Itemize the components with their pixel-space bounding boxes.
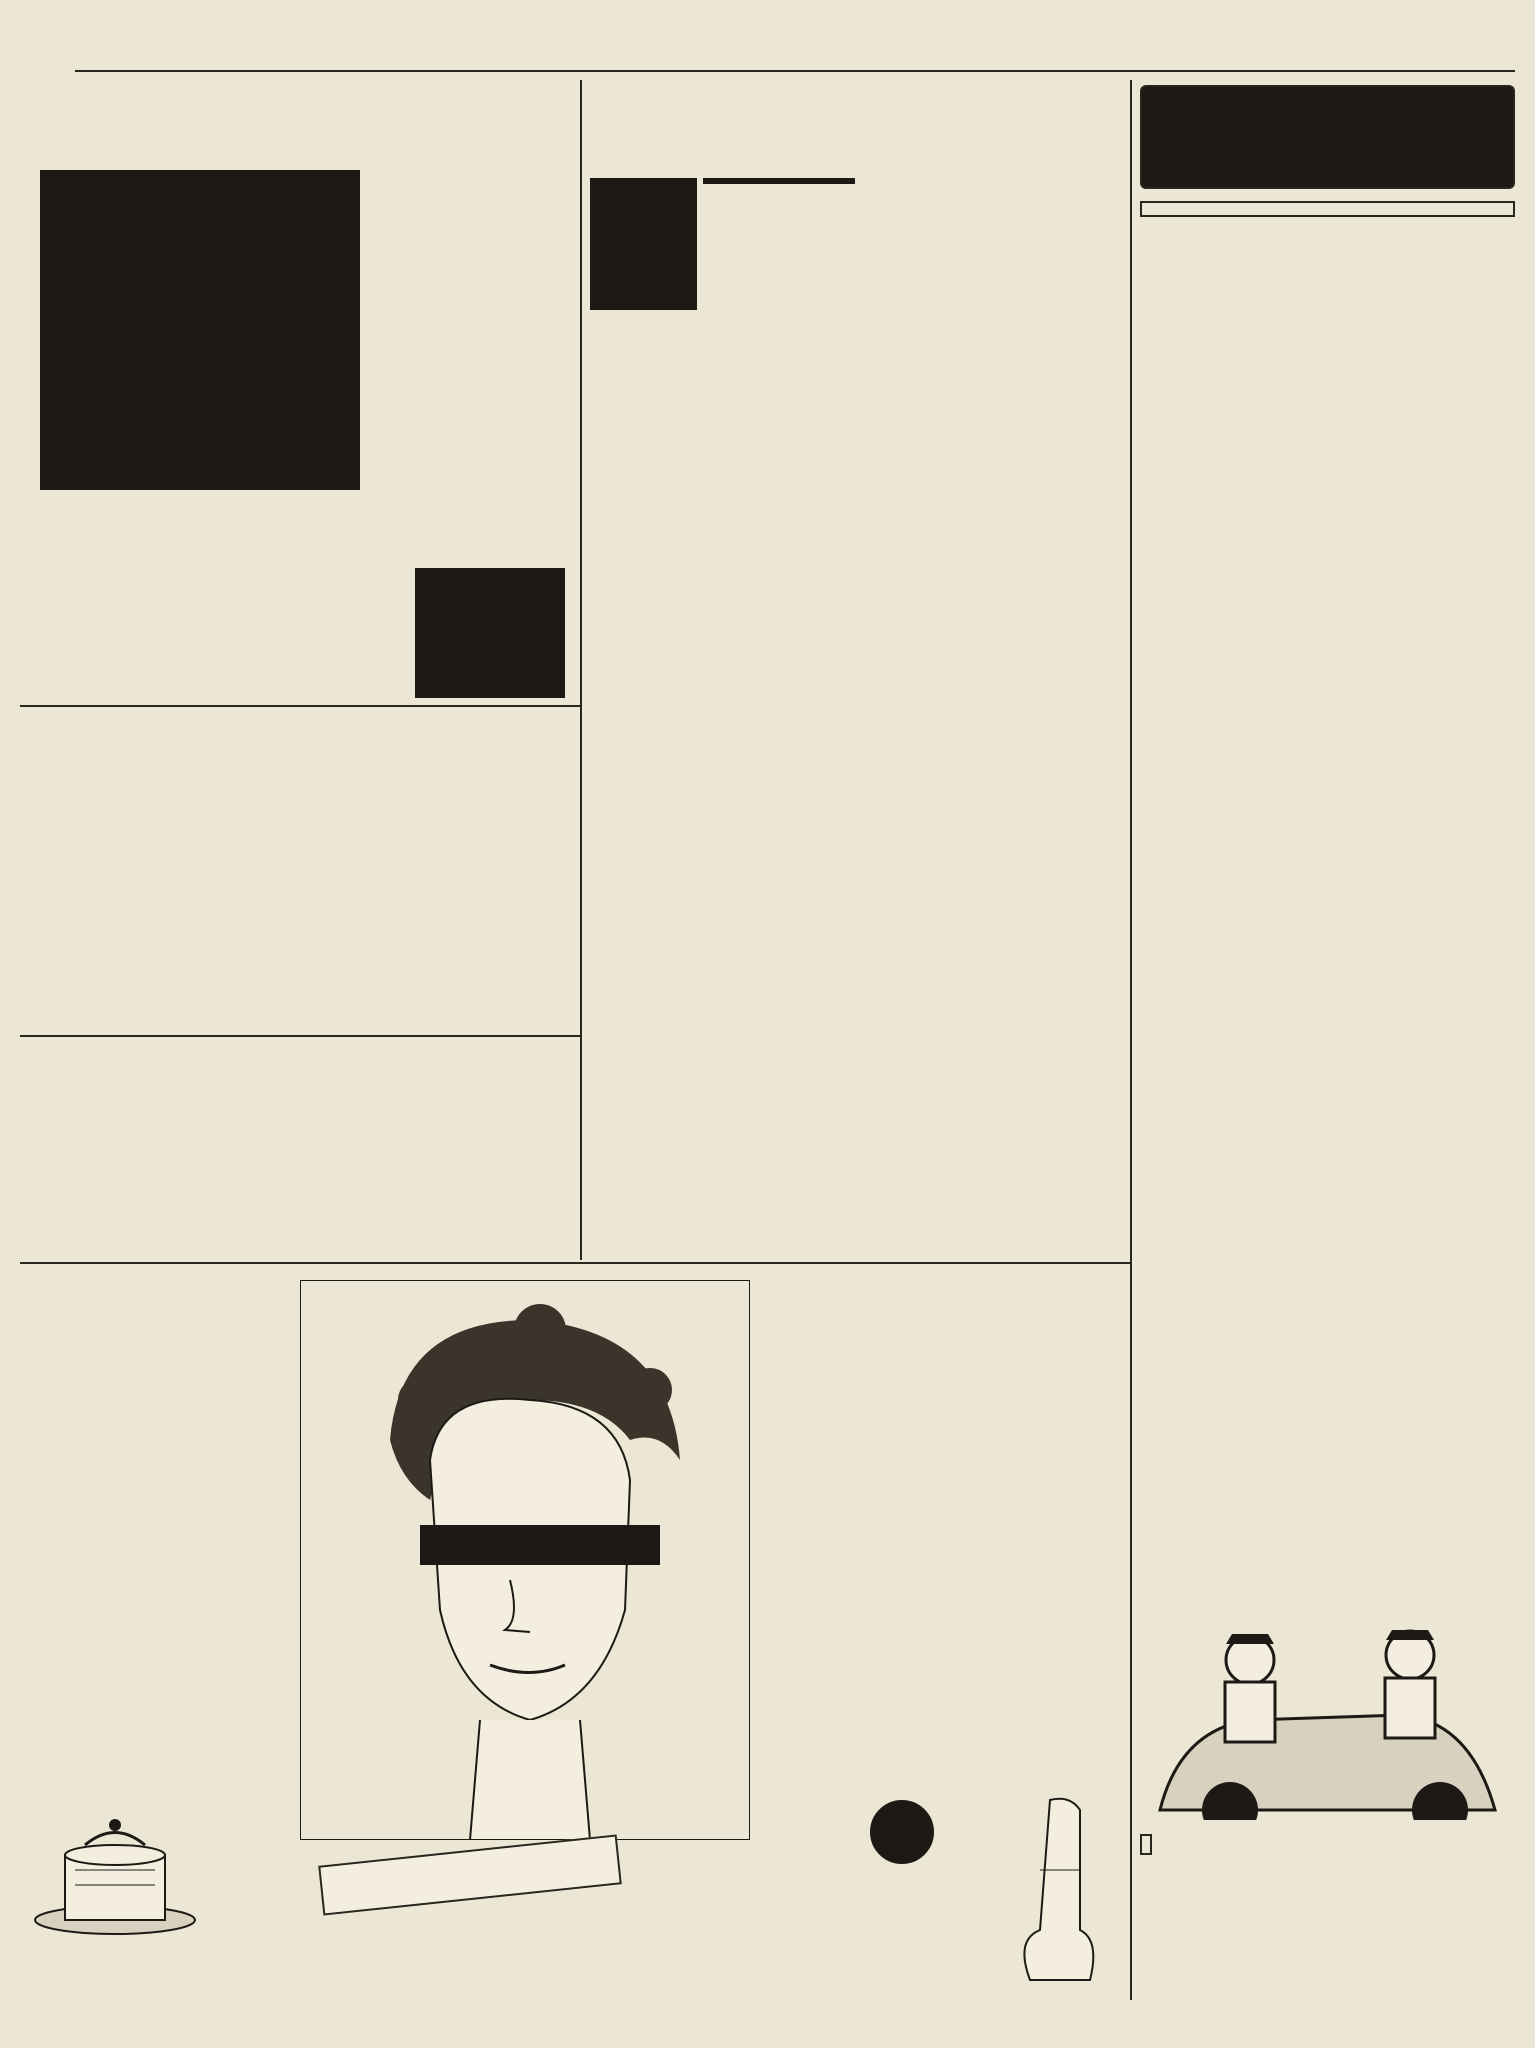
homburg-logo	[870, 1800, 934, 1864]
neptune-ribbon	[318, 1834, 622, 1915]
crossword-title	[20, 92, 575, 142]
section-rule	[20, 1262, 1130, 1264]
feature-book-label	[703, 178, 855, 184]
crossword-solution-grid	[415, 568, 565, 698]
column-rule	[1130, 80, 1132, 2000]
feature-body	[590, 380, 1120, 1250]
social-intro	[1140, 201, 1515, 217]
dupont-logo	[1140, 1834, 1152, 1855]
hand-pointer-illustration	[1010, 1790, 1130, 1990]
neptune-if	[600, 1900, 740, 1960]
municipal-notice	[20, 712, 575, 1032]
crossword-horizontal-clues	[385, 150, 575, 500]
solution-title	[410, 545, 570, 565]
mechanics-illustration	[1140, 1610, 1515, 1820]
feature-book-block	[590, 170, 855, 370]
section-rule	[20, 1035, 580, 1037]
blindfolded-woman-illustration	[300, 1280, 750, 1840]
feature-lead	[865, 170, 1120, 370]
transpulmin-ad	[770, 1790, 1130, 2010]
cooking-pot-illustration	[25, 1800, 205, 1940]
social-column	[1140, 85, 1515, 1225]
column-rule	[580, 80, 582, 1260]
social-banner	[1140, 85, 1515, 189]
section-rule	[20, 705, 580, 707]
feature-book-box	[590, 178, 697, 310]
neptune-bottom	[20, 1965, 750, 2025]
neptune-ad-text	[20, 1275, 280, 1795]
tender-notice	[20, 1042, 575, 1257]
feature-body-continued	[760, 1275, 1130, 1775]
crossword-grid	[40, 170, 360, 490]
duco-ad	[1140, 1610, 1515, 2005]
page-header	[75, 36, 1515, 72]
